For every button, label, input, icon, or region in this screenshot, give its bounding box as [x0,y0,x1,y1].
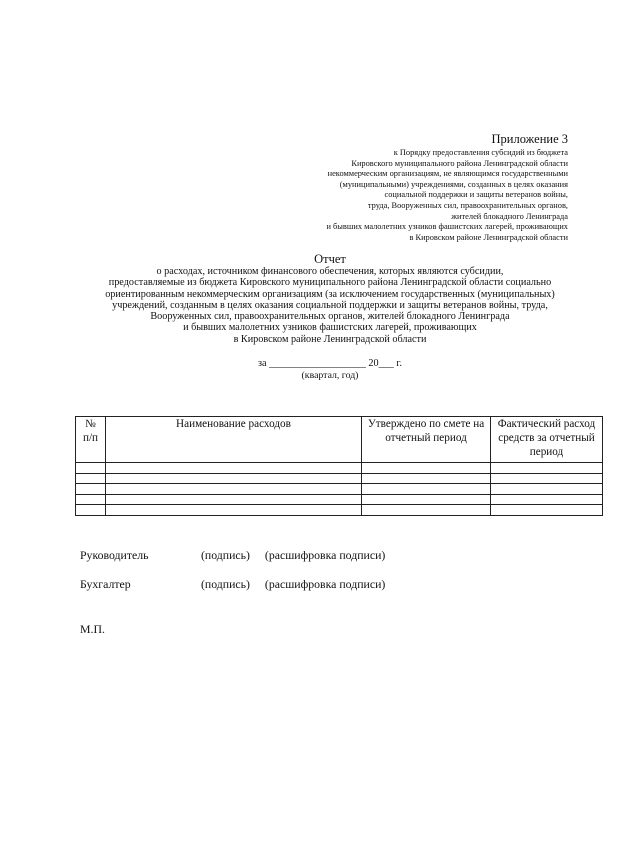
column-header-number [76,417,106,463]
appendix-line: жителей блокадного Ленинграда [451,211,568,221]
table-row [76,494,603,505]
table-cell [362,473,491,484]
report-subtitle-line: Вооруженных сил, правоохранительных органов, жителей блокадного Ленинграда [150,311,510,323]
table-row [76,505,603,516]
appendix-line: и бывших малолетних узников фашистских лагерей, проживающих [326,222,568,232]
signature-placeholder: (подпись) [200,577,250,591]
table-cell [362,463,491,474]
table-cell [491,494,603,505]
report-title-block [60,252,600,345]
period-caption: (квартал, год) [301,370,359,381]
report-subtitle-line: и бывших малолетних узников фашистских лагерей, проживающих [183,322,477,334]
appendix-block [326,132,568,243]
signature-role: Руководитель [80,548,149,562]
table-cell [106,473,362,484]
column-header-number-line: п/п [82,432,99,444]
column-header-name: Наименование расходов [106,417,362,463]
report-subtitle-line: предоставляемые из бюджета Кировского муниципального района Ленинградской области социально [108,277,552,289]
table-cell [362,494,491,505]
stamp-place: М.П. [80,622,105,636]
appendix-title: Приложение 3 [491,132,568,146]
table-cell [76,484,106,495]
report-subtitle-line: учреждений, созданным в целях оказания социальной поддержки и защиты ветеранов войны, труда, [112,299,548,311]
table-cell [106,484,362,495]
appendix-line: труда, Вооруженных сил, правоохранительных органов, [367,200,568,210]
appendix-line: к Порядку предоставления субсидий из бюджета [393,148,568,157]
table-cell [106,494,362,505]
signature-role: Бухгалтер [80,577,131,591]
column-header-number-line: № [85,418,96,430]
table-row [76,463,603,474]
table-cell [76,505,106,516]
table-cell [106,505,362,516]
table-cell [362,505,491,516]
table-cell [491,473,603,484]
report-subtitle-line: ориентированным некоммерческим организациям (за исключением государственных (муниципальных) [105,288,555,300]
table-cell [76,494,106,505]
table-cell [491,484,603,495]
table-cell [362,484,491,495]
report-title: Отчет [314,252,346,266]
table-header-row [76,417,603,463]
signature-decode: (расшифровка подписи) [264,548,386,562]
appendix-line: (муниципальными) учреждениями, созданных в целях оказания [339,179,568,189]
table-cell [76,473,106,484]
period-field: за ___________________ 20___ г. [257,358,402,369]
appendix-line: Кировского муниципального района Ленинградской области [351,158,568,168]
table-cell [106,463,362,474]
signature-decode: (расшифровка подписи) [264,577,386,591]
signature-head-row [80,548,385,562]
report-subtitle-line: о расходах, источником финансового обеспечения, которых являются субсидии, [156,266,504,277]
table-row [76,473,603,484]
appendix-line: в Кировском районе Ленинградской области [409,232,568,242]
report-period [60,358,600,382]
table-cell [76,463,106,474]
column-header-approved: Утверждено по смете на отчетный период [362,417,491,463]
signature-accountant-row [80,577,385,591]
table-cell [491,505,603,516]
appendix-line: некоммерческим организациям, не являющимся государственными [327,169,568,179]
table-row [76,484,603,495]
report-subtitle-line: в Кировском районе Ленинградской области [233,333,427,345]
column-header-actual: Фактический расход средств за отчетный период [491,417,603,463]
appendix-line: социальной поддержки и защиты ветеранов войны, [384,190,568,200]
signature-placeholder: (подпись) [200,548,250,562]
expense-table [75,416,603,516]
table-cell [491,463,603,474]
